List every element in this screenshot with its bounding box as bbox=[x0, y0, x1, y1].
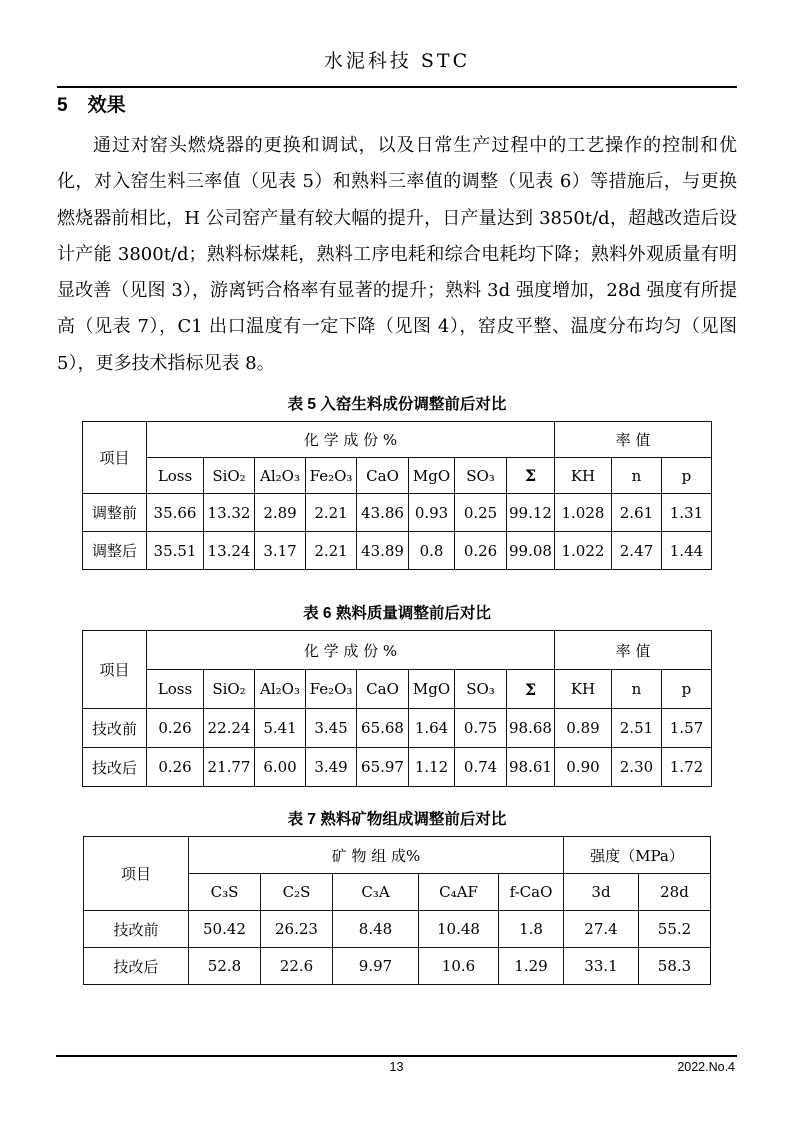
column-group-header: 强度（MPa） bbox=[564, 837, 711, 874]
column-header: n bbox=[611, 670, 661, 709]
row-header: 技改前 bbox=[84, 911, 189, 948]
column-header: Σ bbox=[507, 670, 555, 709]
table-cell: 1.57 bbox=[661, 709, 711, 748]
column-header: 3d bbox=[564, 874, 639, 911]
table-cell: 1.44 bbox=[661, 532, 711, 570]
column-group-header: 矿 物 组 成% bbox=[189, 837, 564, 874]
table7-caption: 表 7 熟料矿物组成调整前后对比 bbox=[287, 811, 507, 829]
column-header: KH bbox=[554, 458, 611, 494]
column-header: CaO bbox=[357, 458, 409, 494]
table-cell: 5.41 bbox=[255, 709, 306, 748]
column-header: p bbox=[661, 670, 711, 709]
table-cell: 22.6 bbox=[261, 948, 333, 985]
table-cell: 1.12 bbox=[409, 748, 455, 787]
header-rule bbox=[57, 86, 737, 88]
row-header: 技改后 bbox=[84, 948, 189, 985]
table-cell: 43.89 bbox=[357, 532, 409, 570]
table-cell: 0.89 bbox=[554, 709, 611, 748]
column-header: Fe₂O₃ bbox=[306, 670, 357, 709]
table-cell: 21.77 bbox=[204, 748, 255, 787]
table-row bbox=[83, 748, 712, 787]
issue-number: 2022.No.4 bbox=[677, 1060, 735, 1074]
table-cell: 55.2 bbox=[639, 911, 711, 948]
table-row bbox=[83, 709, 712, 748]
table-cell: 0.90 bbox=[554, 748, 611, 787]
table-cell: 1.028 bbox=[554, 494, 611, 532]
column-header: SO₃ bbox=[455, 458, 507, 494]
page-footer bbox=[56, 1055, 737, 1076]
table-cell: 99.08 bbox=[507, 532, 555, 570]
column-header: C₄AF bbox=[419, 874, 499, 911]
table-row bbox=[84, 837, 711, 874]
table-cell: 2.21 bbox=[306, 494, 357, 532]
corner-header: 项目 bbox=[84, 837, 189, 911]
column-header: SO₃ bbox=[455, 670, 507, 709]
table-cell: 65.97 bbox=[357, 748, 409, 787]
table-cell: 0.8 bbox=[409, 532, 455, 570]
table-cell: 10.6 bbox=[419, 948, 499, 985]
table-cell: 1.31 bbox=[661, 494, 711, 532]
table-7 bbox=[83, 836, 711, 985]
table-cell: 99.12 bbox=[507, 494, 555, 532]
column-header: f-CaO bbox=[499, 874, 564, 911]
table-cell: 0.25 bbox=[455, 494, 507, 532]
table-cell: 1.72 bbox=[661, 748, 711, 787]
section-number: 5 bbox=[57, 95, 68, 116]
row-header: 技改后 bbox=[83, 748, 147, 787]
table6-caption: 表 6 熟料质量调整前后对比 bbox=[303, 605, 491, 623]
column-header: SiO₂ bbox=[204, 670, 255, 709]
table-cell: 2.89 bbox=[255, 494, 306, 532]
table-cell: 3.49 bbox=[306, 748, 357, 787]
column-header: SiO₂ bbox=[204, 458, 255, 494]
table-row bbox=[83, 631, 712, 670]
table-cell: 10.48 bbox=[419, 911, 499, 948]
table-cell: 6.00 bbox=[255, 748, 306, 787]
table-cell: 0.26 bbox=[455, 532, 507, 570]
table-cell: 50.42 bbox=[189, 911, 261, 948]
table-row bbox=[83, 494, 712, 532]
table-cell: 1.022 bbox=[554, 532, 611, 570]
column-group-header: 化 学 成 份 % bbox=[147, 631, 555, 670]
table-6 bbox=[82, 630, 712, 787]
table-cell: 1.29 bbox=[499, 948, 564, 985]
column-header: Fe₂O₃ bbox=[306, 458, 357, 494]
column-header: CaO bbox=[357, 670, 409, 709]
section-title: 效果 bbox=[87, 95, 126, 116]
corner-header: 项目 bbox=[83, 631, 147, 709]
column-header: KH bbox=[554, 670, 611, 709]
section-heading bbox=[57, 93, 737, 119]
table-cell: 26.23 bbox=[261, 911, 333, 948]
table-cell: 2.47 bbox=[611, 532, 661, 570]
table-row bbox=[83, 422, 712, 458]
table-cell: 2.21 bbox=[306, 532, 357, 570]
table-cell: 0.75 bbox=[455, 709, 507, 748]
table-row bbox=[83, 458, 712, 494]
journal-title: 水泥科技 STC bbox=[323, 50, 471, 72]
column-header: 28d bbox=[639, 874, 711, 911]
column-header: C₃A bbox=[333, 874, 419, 911]
footer-rule bbox=[56, 1055, 737, 1057]
column-header: C₃S bbox=[189, 874, 261, 911]
table-cell: 13.24 bbox=[204, 532, 255, 570]
column-header: p bbox=[661, 458, 711, 494]
column-group-header: 率 值 bbox=[554, 631, 711, 670]
row-header: 调整前 bbox=[83, 494, 147, 532]
column-header: C₂S bbox=[261, 874, 333, 911]
column-header: Loss bbox=[147, 670, 204, 709]
corner-header: 项目 bbox=[83, 422, 147, 494]
table-cell: 13.32 bbox=[204, 494, 255, 532]
table-row bbox=[84, 948, 711, 985]
table-cell: 98.68 bbox=[507, 709, 555, 748]
table-cell: 58.3 bbox=[639, 948, 711, 985]
table-row bbox=[83, 670, 712, 709]
table-cell: 3.17 bbox=[255, 532, 306, 570]
table-cell: 22.24 bbox=[204, 709, 255, 748]
table-cell: 1.8 bbox=[499, 911, 564, 948]
column-header: Al₂O₃ bbox=[255, 670, 306, 709]
table-cell: 0.93 bbox=[409, 494, 455, 532]
body-paragraph: 通过对窑头燃烧器的更换和调试，以及日常生产过程中的工艺操作的控制和优化，对入窑生料三率值（见表 5）和熟料三率值的调整（见表 6）等措施后，与更换燃烧器前相比，H 公司窑产量有较大幅的提升，日产量达到 3850t/d，超越改造后设计产能 3800t/d；熟料标煤耗，熟料工序电耗和综合电耗均下降；熟料外观质量有明显改善（见图 3），游离钙合格率有显著的提升；熟料 3d 强度增加，28d 强度有所提高（见表 7），C1 出口温度有一定下降（见图 4），窑皮平整、温度分布均匀（见图 5），更多技术指标见表 8。 bbox=[57, 135, 737, 374]
column-header: MgO bbox=[409, 670, 455, 709]
column-header: Al₂O₃ bbox=[255, 458, 306, 494]
table-cell: 8.48 bbox=[333, 911, 419, 948]
column-header: Σ bbox=[507, 458, 555, 494]
column-header: Loss bbox=[147, 458, 204, 494]
page-number: 13 bbox=[389, 1060, 404, 1074]
table-cell: 9.97 bbox=[333, 948, 419, 985]
table5-caption: 表 5 入窑生料成份调整前后对比 bbox=[287, 396, 507, 414]
table-cell: 1.64 bbox=[409, 709, 455, 748]
table-cell: 2.51 bbox=[611, 709, 661, 748]
table-cell: 0.26 bbox=[147, 709, 204, 748]
table-cell: 33.1 bbox=[564, 948, 639, 985]
table-row bbox=[84, 911, 711, 948]
row-header: 调整后 bbox=[83, 532, 147, 570]
table-cell: 43.86 bbox=[357, 494, 409, 532]
table-cell: 2.61 bbox=[611, 494, 661, 532]
table-cell: 35.66 bbox=[147, 494, 204, 532]
column-header: n bbox=[611, 458, 661, 494]
column-group-header: 率 值 bbox=[554, 422, 711, 458]
column-header: MgO bbox=[409, 458, 455, 494]
table-cell: 35.51 bbox=[147, 532, 204, 570]
page-content bbox=[57, 0, 737, 985]
row-header: 技改前 bbox=[83, 709, 147, 748]
table-cell: 0.26 bbox=[147, 748, 204, 787]
table-cell: 0.74 bbox=[455, 748, 507, 787]
table-row bbox=[83, 532, 712, 570]
table-5 bbox=[82, 421, 712, 570]
footer-row bbox=[56, 1060, 737, 1076]
column-group-header: 化 学 成 份 % bbox=[147, 422, 555, 458]
table-cell: 27.4 bbox=[564, 911, 639, 948]
table-cell: 65.68 bbox=[357, 709, 409, 748]
table-cell: 2.30 bbox=[611, 748, 661, 787]
table-cell: 3.45 bbox=[306, 709, 357, 748]
table-cell: 52.8 bbox=[189, 948, 261, 985]
table-cell: 98.61 bbox=[507, 748, 555, 787]
